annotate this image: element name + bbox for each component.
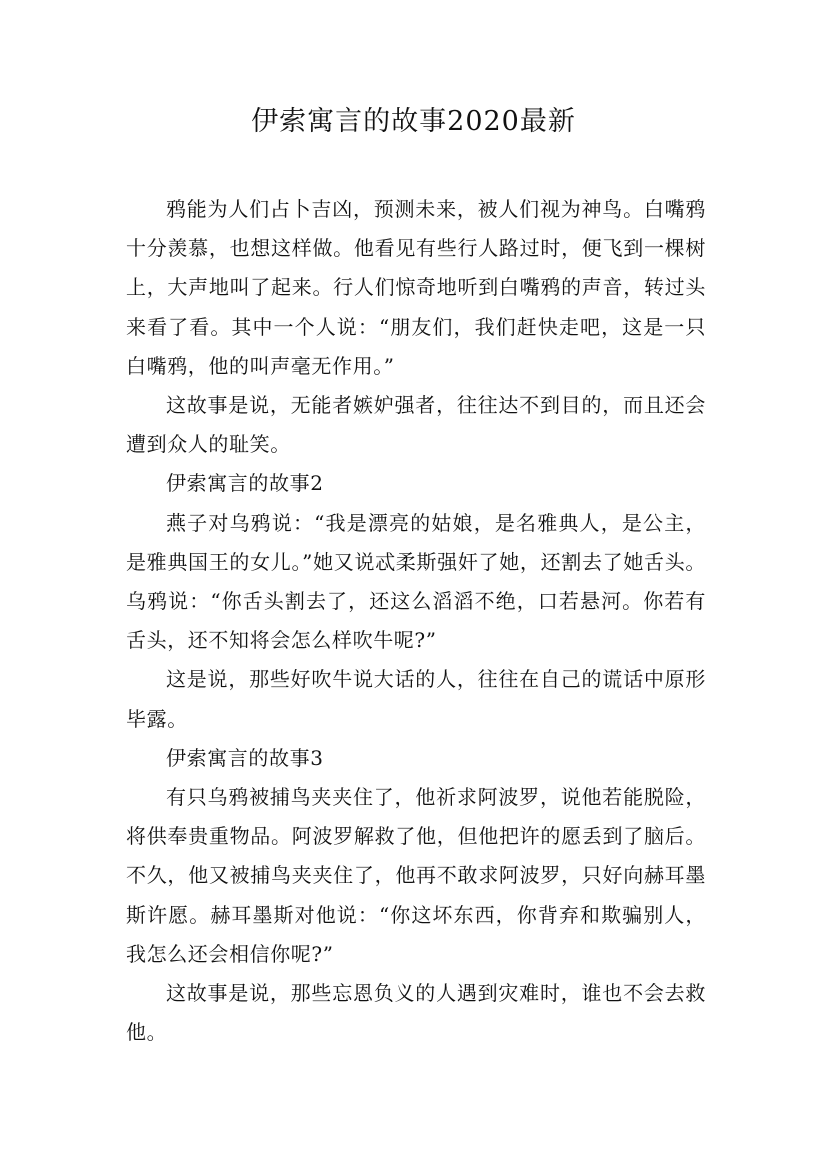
paragraph-story-1: 鸦能为人们占卜吉凶，预测未来，被人们视为神鸟。白嘴鸦十分羡慕，也想这样做。他看见有些行人路过时，便飞到一棵树上，大声地叫了起来。行人们惊奇地听到白嘴鸦的声音，转过头来看了看。其中一个人说：“朋友们，我们赶快走吧，这是一只白嘴鸦，他的叫声毫无作用。” (126, 197, 706, 378)
section-heading-story-2: 伊索寓言的故事2 (166, 471, 324, 496)
paragraph-moral-1: 这故事是说，无能者嫉妒强者，往往达不到目的，而且还会遭到众人的耻笑。 (126, 393, 706, 457)
document-body (126, 190, 706, 1052)
paragraph-story-3: 有只乌鸦被捕鸟夹夹住了，他祈求阿波罗，说他若能脱险，将供奉贵重物品。阿波罗解救了他，但他把许的愿丢到了脑后。不久，他又被捕鸟夹夹住了，他再不敢求阿波罗，只好向赫耳墨斯许愿。赫耳墨斯对他说：“你这坏东西，你背弃和欺骗别人，我怎么还会相信你呢?” (126, 785, 706, 966)
document-title: 伊索寓言的故事2020最新 (251, 106, 576, 137)
paragraph-story-2: 燕子对乌鸦说：“我是漂亮的姑娘，是名雅典人，是公主，是雅典国王的女儿。”她又说忒柔斯强奸了她，还割去了她舌头。乌鸦说：“你舌头割去了，还这么滔滔不绝，口若悬河。你若有舌头，还不知将会怎么样吹牛呢?” (126, 510, 706, 653)
paragraph-moral-2: 这是说，那些好吹牛说大话的人，往往在自己的谎话中原形毕露。 (126, 667, 706, 731)
section-heading-story-3: 伊索寓言的故事3 (166, 745, 324, 770)
paragraph-moral-3: 这故事是说，那些忘恩负义的人遇到灾难时，谁也不会去救他。 (126, 981, 706, 1045)
